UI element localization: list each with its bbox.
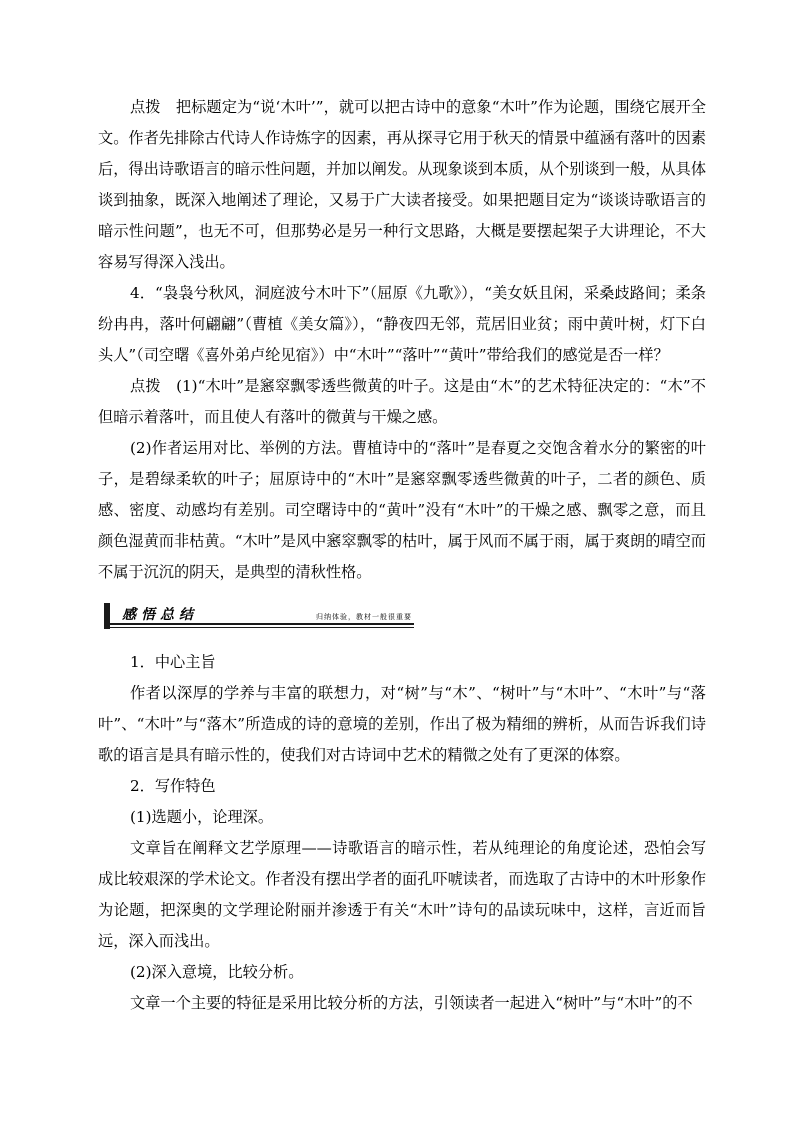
section-banner (104, 603, 414, 629)
subheading-feature-1: (1)选题小，论理深。 (130, 808, 274, 826)
paragraph-hint-1: 点拨 (1)“木叶”是窸窣飘零透些微黄的叶子。这是由“木”的艺术特征决定的：“木”不但暗示着落叶，而且使人有落叶的微黄与干燥之感。 (98, 377, 706, 426)
paragraph-feature-2: 文章一个主要的特征是采用比较分析的方法，引领读者一起进入“树叶”与“木叶”的不 (130, 994, 693, 1012)
banner-subtitle: 归纳体验，教材一般很重要 (316, 613, 412, 621)
banner-bar (104, 603, 110, 629)
paragraph-question-4: 4．“袅袅兮秋风，洞庭波兮木叶下”（屈原《九歌》），“美女妖且闲，采桑歧路间；柔条纷冉冉，落叶何翩翩”（曹植《美女篇》），“静夜四无邻，荒居旧业贫；雨中黄叶树，灯下白头人”（司空曙《喜外弟卢纶见宿》）中“木叶”“落叶”“黄叶”带给我们的感觉是否一样？ (98, 284, 706, 364)
banner-title: 感悟总结 (122, 607, 198, 623)
subheading-feature-2: (2)深入意境，比较分析。 (130, 963, 304, 981)
paragraph-hint-title: 点拨 把标题定为“说‘木叶’”，就可以把古诗中的意象“木叶”作为论题，围绕它展开全文。作者先排除古代诗人作诗炼字的因素，再从探寻它用于秋天的情景中蕴涵有落叶的因素后，得出诗歌语言的暗示性问题，并加以阐发。从现象谈到本质，从个别谈到一般，从具体谈到抽象，既深入地阐述了理论，又易于广大读者接受。如果把题目定为“谈谈诗歌语言的暗示性问题”，也无不可，但那势必是另一种行文思路，大概是要摆起架子大讲理论，不大容易写得深入浅出。 (98, 98, 706, 271)
heading-central-theme: 1．中心主旨 (130, 653, 216, 671)
heading-writing-features: 2．写作特色 (130, 777, 216, 795)
paragraph-feature-1: 文章旨在阐释文艺学原理——诗歌语言的暗示性，若从纯理论的角度论述，恐怕会写成比较艰深的学术论文。作者没有摆出学者的面孔吓唬读者，而选取了古诗中的木叶形象作为论题，把深奥的文学理论附丽并渗透于有关“木叶”诗句的品读玩味中，这样，言近而旨远，深入而浅出。 (98, 839, 706, 950)
banner-rule-thin (110, 627, 414, 628)
paragraph-central-theme: 作者以深厚的学养与丰富的联想力，对“树”与“木”、“树叶”与“木叶”、“木叶”与“落叶”、“木叶”与“落木”所造成的诗的意境的差别，作出了极为精细的辨析，从而告诉我们诗歌的语言是具有暗示性的，使我们对古诗词中艺术的精微之处有了更深的体察。 (98, 684, 706, 764)
banner-rule (110, 623, 414, 625)
paragraph-hint-2: (2)作者运用对比、举例的方法。曹植诗中的“落叶”是春夏之交饱含着水分的繁密的叶子，是碧绿柔软的叶子；屈原诗中的“木叶”是窸窣飘零透些微黄的叶子，二者的颜色、质感、密度、动感均有差别。司空曙诗中的“黄叶”没有“木叶”的干燥之感、飘零之意，而且颜色湿黄而非枯黄。“木叶”是风中窸窣飘零的枯叶，属于风而不属于雨，属于爽朗的晴空而不属于沉沉的阴天，是典型的清秋性格。 (98, 439, 706, 581)
